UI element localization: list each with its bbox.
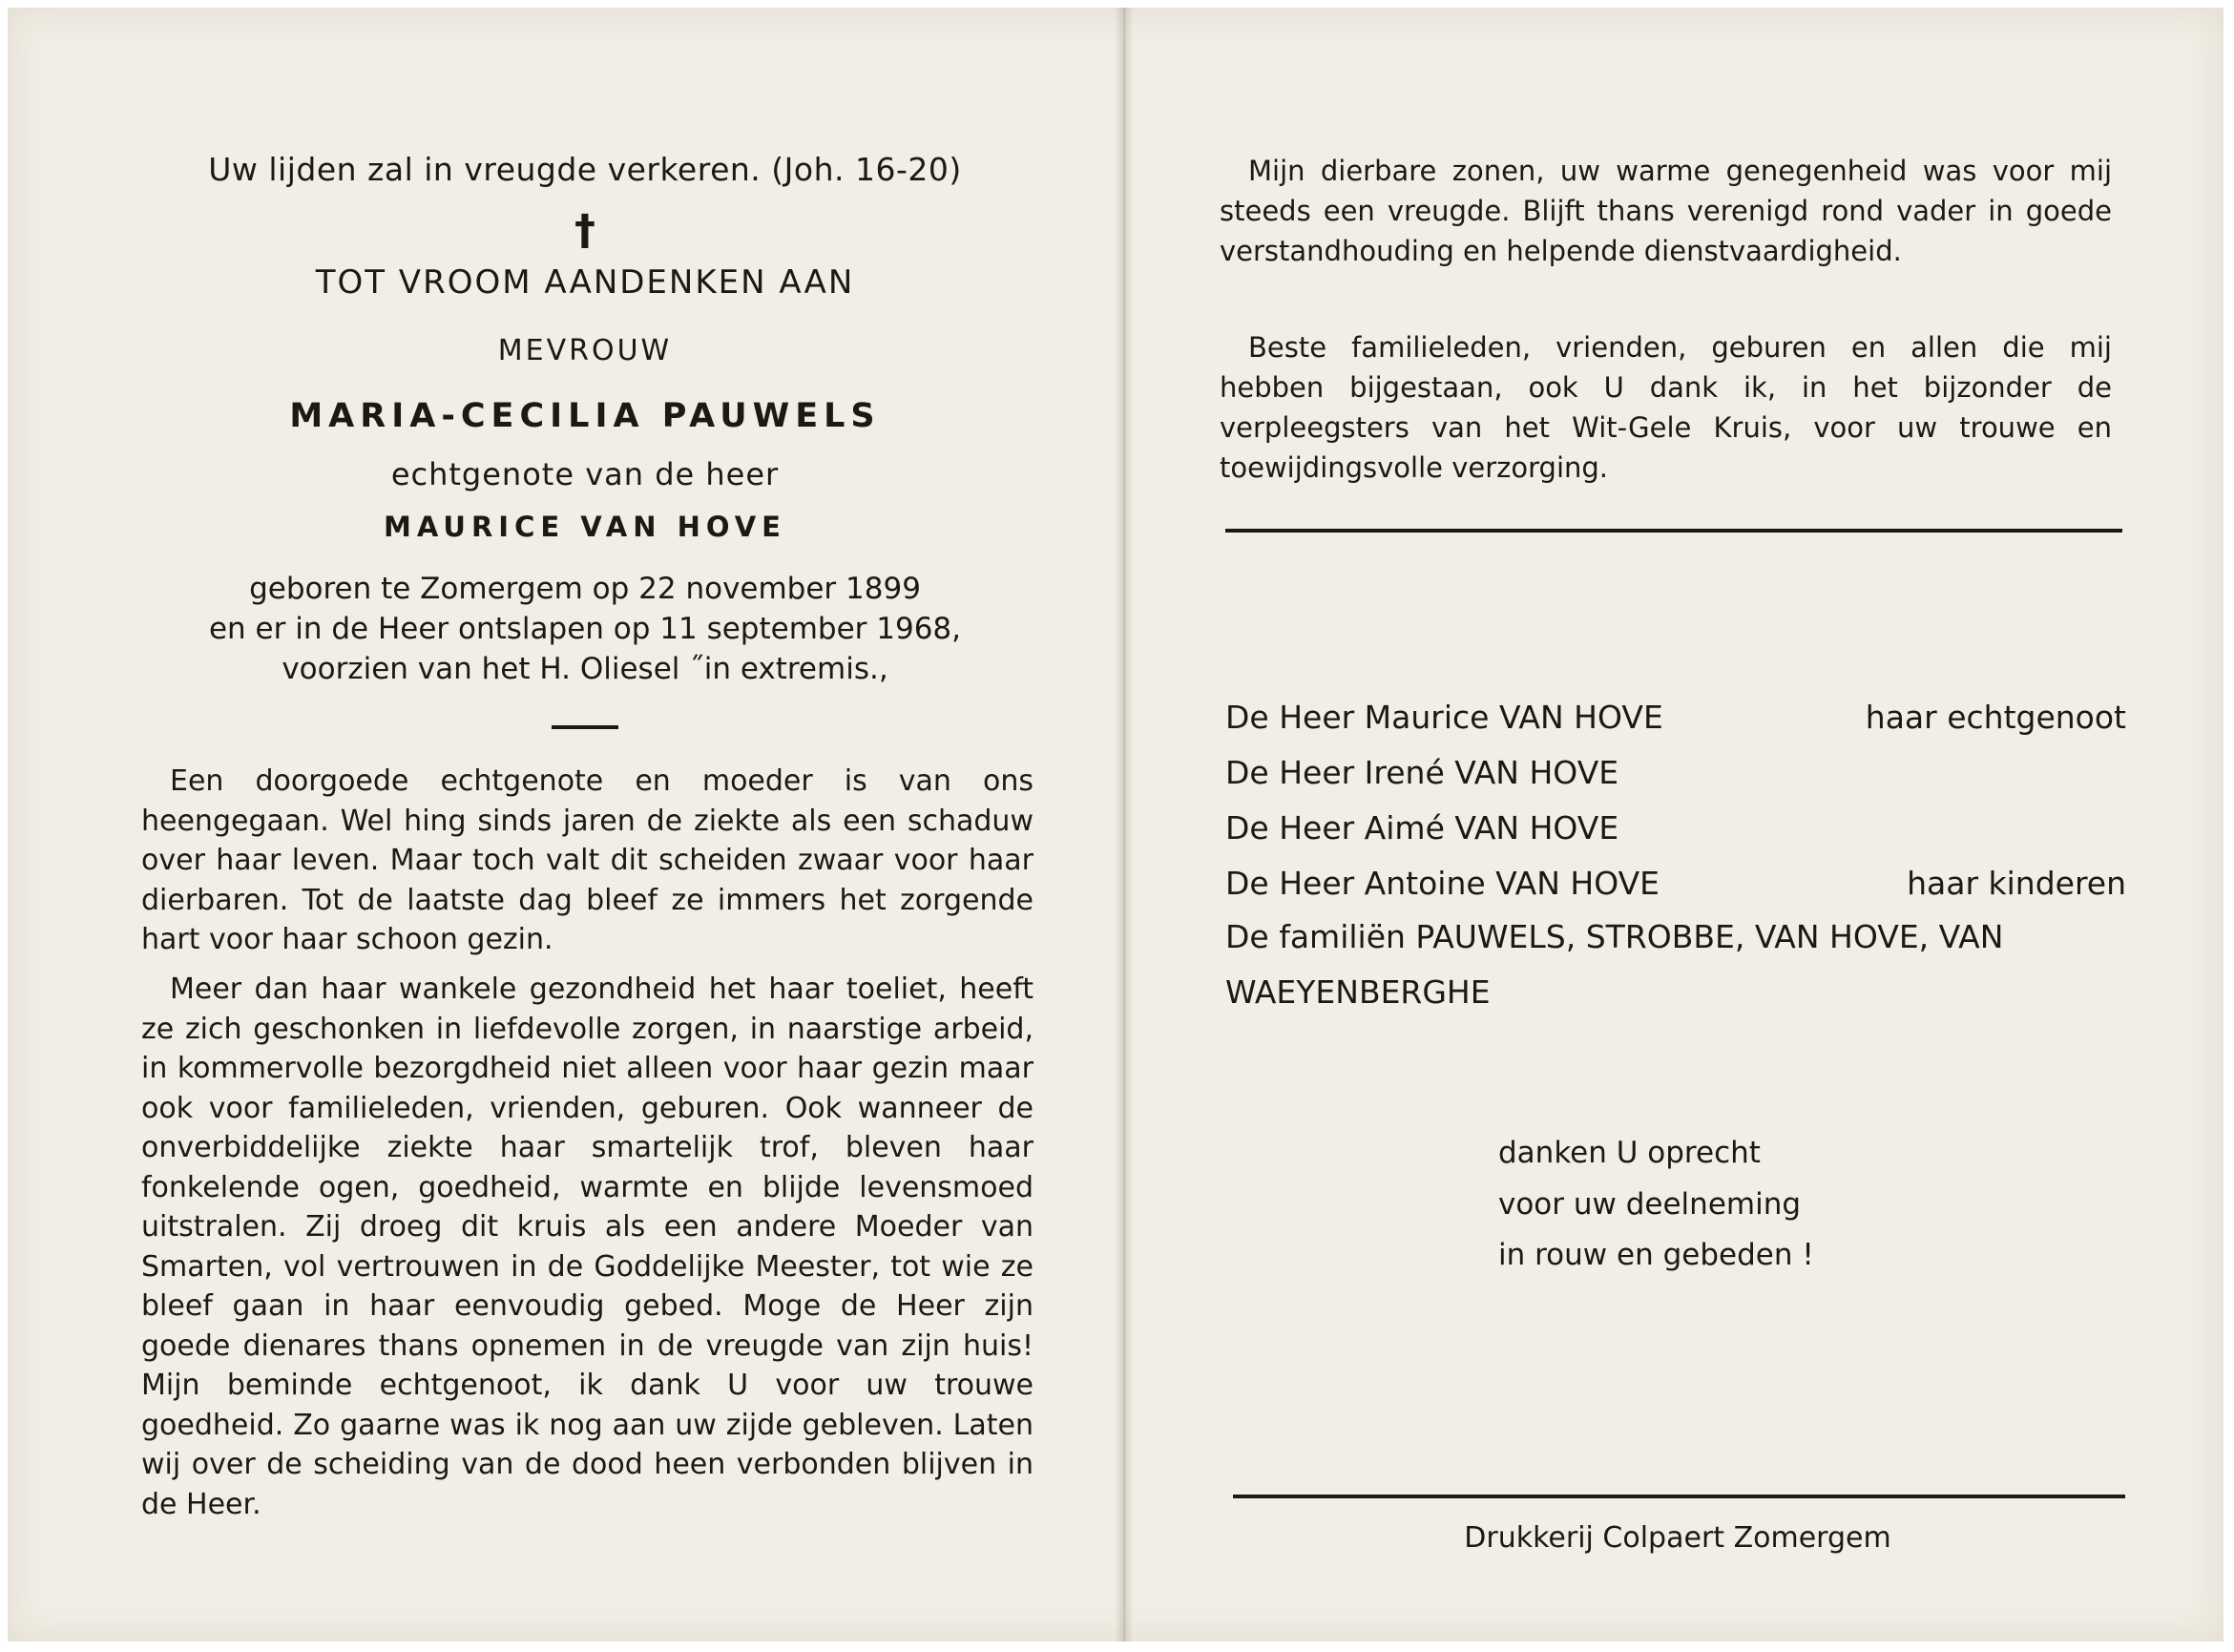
family-member-name: De familiën PAUWELS, STROBBE, VAN HOVE, VAN bbox=[1225, 918, 2004, 955]
bible-verse: Uw lijden zal in vreugde verkeren. (Joh. 16-20) bbox=[208, 151, 962, 188]
farewell-paragraph-2: Beste familieleden, vrienden, geburen en allen die mij hebben bijgestaan, ook U dank ik, in het bijzonder de verpleegsters van het Wit-Gele Kruis, voor uw trouwe en toewijdingsvolle verzorging. bbox=[1220, 331, 2112, 484]
memorial-card bbox=[8, 8, 2224, 1642]
thanks-line: voor uw deelneming bbox=[1498, 1187, 1802, 1222]
cross-icon: † bbox=[574, 206, 595, 255]
family-row bbox=[1225, 699, 2126, 737]
family-member-role: haar echtgenoot bbox=[1865, 699, 2126, 736]
spouse-label: echtgenote van de heer bbox=[390, 456, 780, 492]
honorific-title: MEVROUW bbox=[497, 334, 673, 367]
thanks-line: danken U oprecht bbox=[1498, 1136, 1761, 1170]
farewell-paragraph-1: Mijn dierbare zonen, uw warme genegenheid was voor mij steeds een vreugde. Blijft thans verenigd rond vader in goede verstandhouding en helpende dienstvaardigheid. bbox=[1220, 155, 2112, 267]
separator-dash bbox=[552, 725, 618, 729]
family-row bbox=[1225, 865, 2126, 903]
sacrament-line: voorzien van het H. Oliesel ˝in extremis., bbox=[282, 652, 888, 686]
printer-credit: Drukkerij Colpaert Zomergem bbox=[1464, 1521, 1891, 1555]
family-member-name: De Heer Antoine VAN HOVE bbox=[1225, 865, 1660, 902]
death-line: en er in de Heer ontslapen op 11 september 1968, bbox=[208, 612, 962, 646]
family-member-role: haar kinderen bbox=[1907, 865, 2126, 902]
spouse-name: MAURICE VAN HOVE bbox=[384, 511, 786, 543]
thanks-line: in rouw en gebeden ! bbox=[1498, 1238, 1814, 1272]
left-page bbox=[132, 8, 1038, 1642]
family-row bbox=[1225, 973, 2126, 1012]
family-member-name: De Heer Aimé VAN HOVE bbox=[1225, 809, 1619, 847]
divider-rule-bottom bbox=[1233, 1495, 2125, 1498]
divider-rule-top bbox=[1225, 529, 2122, 533]
birth-line: geboren te Zomergem op 22 november 1899 bbox=[249, 572, 921, 606]
deceased-name: MARIA-CECILIA PAUWELS bbox=[289, 397, 881, 435]
family-member-name: WAEYENBERGHE bbox=[1225, 973, 1491, 1011]
family-row bbox=[1225, 918, 2126, 956]
dedication-heading: TOT VROOM AANDENKEN AAN bbox=[315, 263, 855, 302]
family-row bbox=[1225, 809, 2126, 847]
eulogy-paragraph-1: Een doorgoede echtgenote en moeder is van ons heengegaan. Wel hing sinds jaren de ziekte als een schaduw over haar leven. Maar toch valt dit scheiden zwaar voor haar dierbaren. Tot de laatste dag bleef ze immers het zorgende hart voor haar schoon gezin. bbox=[141, 764, 1033, 956]
life-dates bbox=[132, 569, 1038, 689]
right-page bbox=[1210, 8, 2126, 1642]
eulogy-paragraph-2: Meer dan haar wankele gezondheid het haar toeliet, heeft ze zich geschonken in liefdevolle zorgen, in naarstige arbeid, in kommervolle bezorgdheid niet alleen voor haar gezin maar ook voor familieleden, vrienden, geburen. Ook wanneer de onverbiddelijke ziekte haar smartelijk trof, bleven haar fonkelende ogen, goedheid, warmte en blijde levensmoed uitstralen. Zij droeg dit kruis als een andere Moeder van Smarten, vol vertrouwen in de Goddelijke Meester, tot wie ze bleef gaan in haar eenvoudig gebed. Moge de Heer zijn goede dienares thans opnemen in de vreugde van zijn huis! Mijn beminde echtgenoot, ik dank U voor uw trouwe goedheid. Zo gaarne was ik nog aan uw zijde gebleven. Laten wij over de scheiding van de dood heen verbonden blijven in de Heer. bbox=[141, 972, 1033, 1521]
card-fold bbox=[1115, 8, 1134, 1642]
family-member-name: De Heer Irené VAN HOVE bbox=[1225, 754, 1619, 791]
family-row bbox=[1225, 754, 2126, 792]
family-member-name: De Heer Maurice VAN HOVE bbox=[1225, 699, 1663, 736]
